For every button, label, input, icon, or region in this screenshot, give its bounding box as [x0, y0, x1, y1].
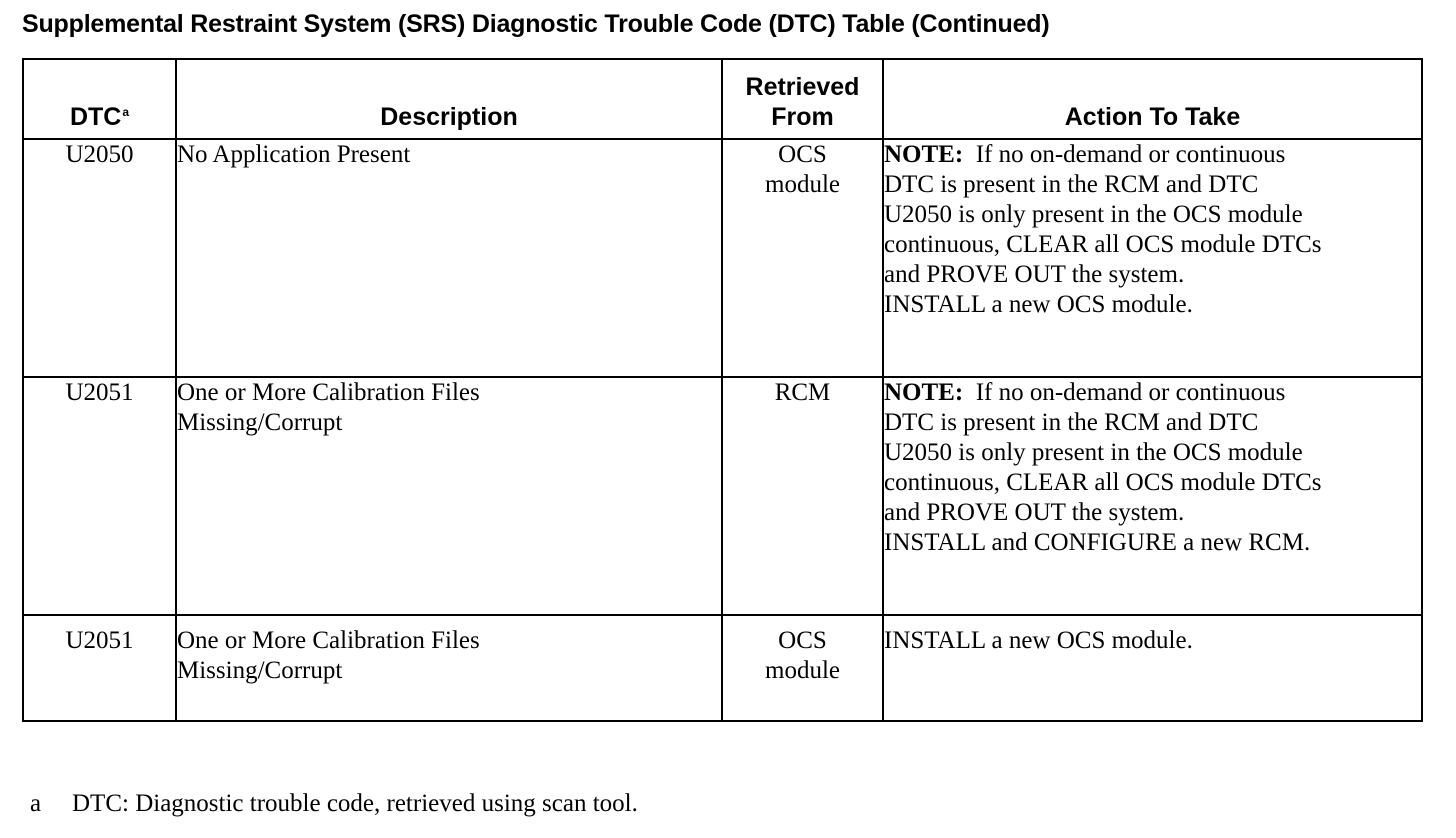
page-title: Supplemental Restraint System (SRS) Diagnostic Trouble Code (DTC) Table (Continued)	[22, 10, 1050, 38]
table-row	[23, 139, 1422, 377]
footnote-text: DTC: Diagnostic trouble code, retrieved using scan tool.	[72, 790, 638, 817]
header-action: Action To Take	[883, 59, 1422, 139]
table-footnote	[30, 790, 638, 818]
cell-action: NOTE: If no on-demand or continuous DTC is present in the RCM and DTC U2050 is only present in the OCS module continuous, CLEAR all OCS module DTCs and PROVE OUT the system. INSTALL a new OCS module.	[883, 139, 1422, 377]
header-description: Description	[176, 59, 722, 139]
header-dtc: DTC$^a$	[23, 59, 176, 139]
cell-description: No Application Present	[176, 139, 722, 377]
cell-retrieved-from: OCS module	[722, 139, 883, 377]
cell-dtc: U2051	[23, 615, 176, 721]
table-row	[23, 377, 1422, 615]
note-label: NOTE:	[884, 379, 964, 406]
cell-action: NOTE: If no on-demand or continuous DTC is present in the RCM and DTC U2050 is only present in the OCS module continuous, CLEAR all OCS module DTCs and PROVE OUT the system. INSTALL and CONFIGURE a new RCM.	[883, 377, 1422, 615]
note-label: NOTE:	[884, 141, 964, 168]
footnote-mark: a	[30, 790, 42, 817]
cell-retrieved-from: OCS module	[722, 615, 883, 721]
cell-description: One or More Calibration Files Missing/Corrupt	[176, 377, 722, 615]
header-retrieved-from: Retrieved From	[722, 59, 883, 139]
cell-description: One or More Calibration Files Missing/Corrupt	[176, 615, 722, 721]
table-header-row	[23, 59, 1422, 139]
cell-action: INSTALL a new OCS module.	[883, 615, 1422, 721]
dtc-table	[22, 58, 1423, 722]
footnote-marker: a	[122, 104, 130, 119]
table-row	[23, 615, 1422, 721]
cell-retrieved-from: RCM	[722, 377, 883, 615]
cell-dtc: U2051	[23, 377, 176, 615]
cell-dtc: U2050	[23, 139, 176, 377]
